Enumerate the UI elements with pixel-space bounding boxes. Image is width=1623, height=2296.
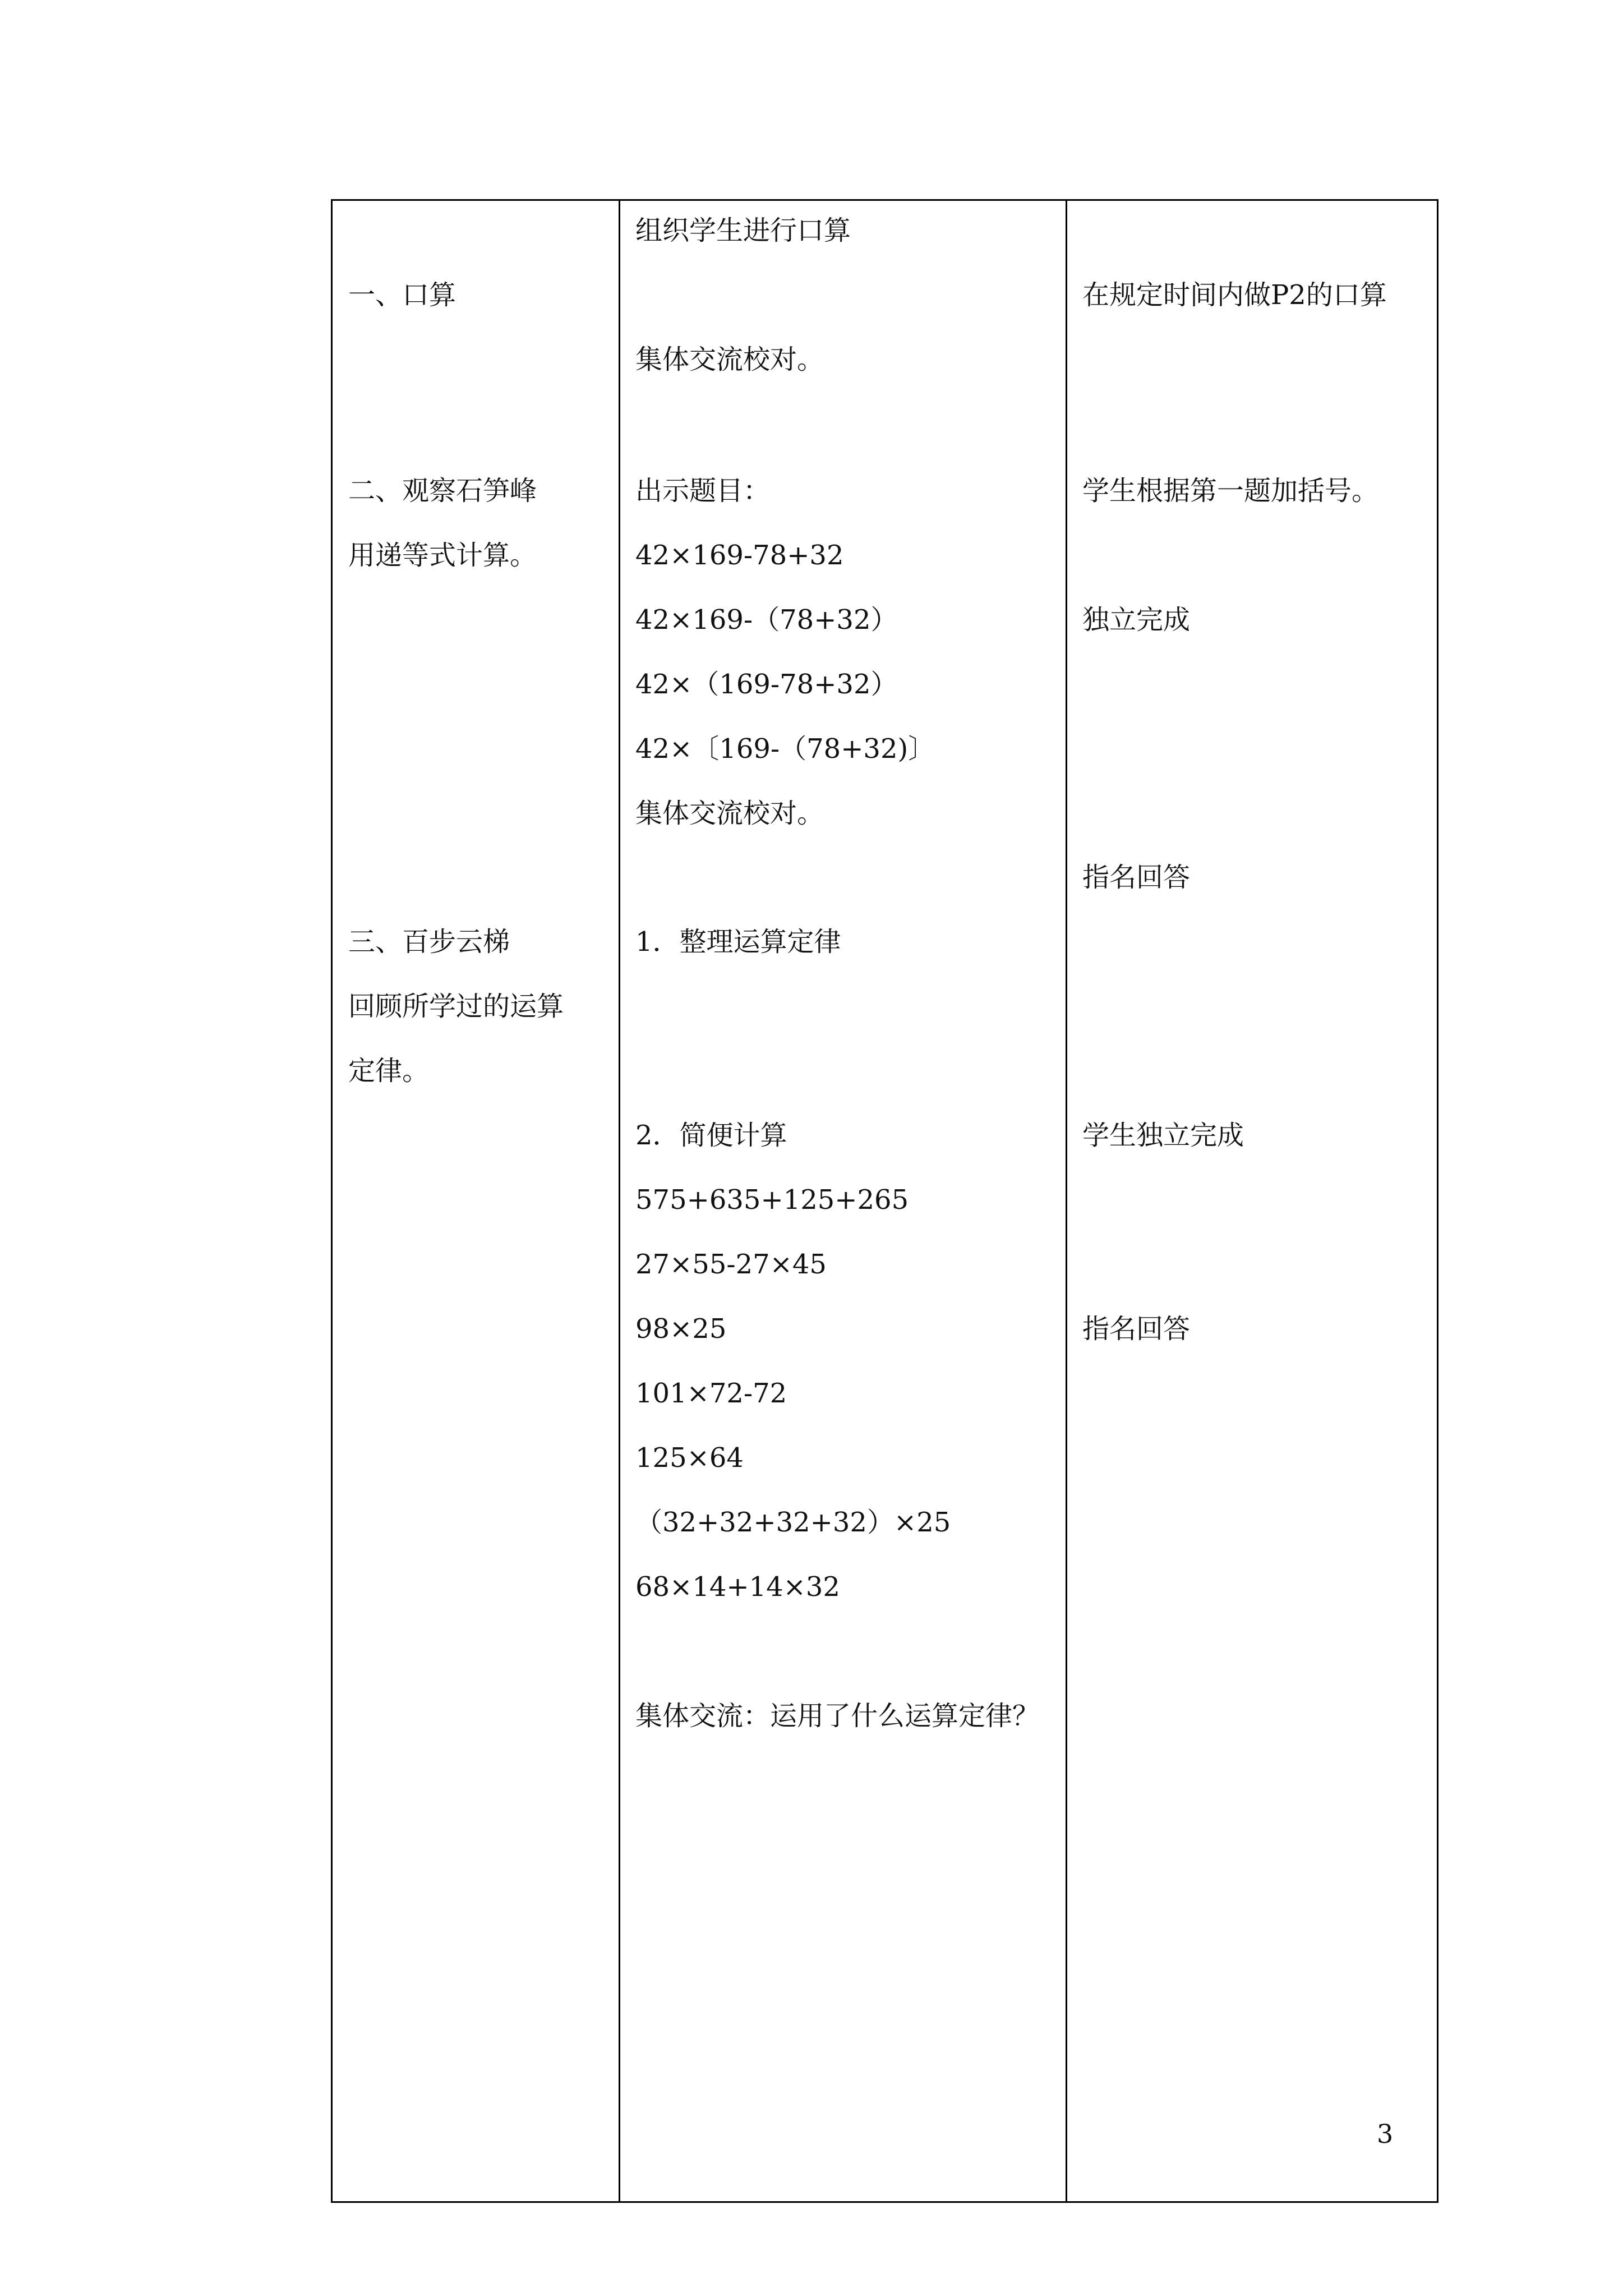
math-expression: （32+32+32+32）×25: [635, 1507, 951, 1538]
teacher-activity: 2．简便计算: [635, 1120, 787, 1151]
teacher-activity: 组织学生进行口算: [635, 215, 851, 246]
student-activity: 指名回答: [1082, 862, 1191, 893]
teacher-activity: 1．整理运算定律: [635, 926, 841, 958]
student-activity: 学生独立完成: [1082, 1120, 1244, 1151]
math-expression: 125×64: [635, 1442, 744, 1474]
stage-label: 三、百步云梯: [348, 926, 510, 958]
stage-description: 定律。: [348, 1055, 430, 1087]
math-expression: 575+635+125+265: [635, 1184, 909, 1216]
math-expression: 42×（169-78+32）: [635, 669, 898, 700]
teacher-activity: 集体交流校对。: [635, 798, 824, 829]
student-activity: 在规定时间内做P2的口算: [1082, 279, 1387, 311]
teacher-activity: 集体交流：运用了什么运算定律？: [635, 1700, 1040, 1732]
math-expression: 98×25: [635, 1313, 727, 1345]
page-number: 3: [1377, 2119, 1394, 2149]
math-expression: 42×169-（78+32）: [635, 604, 898, 636]
math-expression: 42×169-78+32: [635, 540, 844, 571]
student-activity: 独立完成: [1082, 604, 1191, 636]
student-activity: 学生根据第一题加括号。: [1082, 475, 1379, 507]
stage-description: 用递等式计算。: [348, 540, 537, 571]
stage-label: 一、口算: [348, 279, 457, 311]
math-expression: 42×〔169-（78+32)〕: [635, 733, 935, 765]
math-expression: 68×14+14×32: [635, 1571, 840, 1603]
lesson-table: [331, 199, 1438, 2203]
stage-label: 二、观察石笋峰: [348, 475, 537, 507]
math-expression: 101×72-72: [635, 1378, 787, 1409]
math-expression: 27×55-27×45: [635, 1249, 827, 1280]
student-activity: 指名回答: [1082, 1313, 1191, 1345]
teacher-activity: 出示题目：: [635, 475, 771, 507]
column-divider: [1066, 201, 1067, 2201]
teacher-activity: 集体交流校对。: [635, 344, 824, 375]
column-divider: [619, 201, 620, 2201]
stage-description: 回顾所学过的运算: [348, 991, 564, 1022]
